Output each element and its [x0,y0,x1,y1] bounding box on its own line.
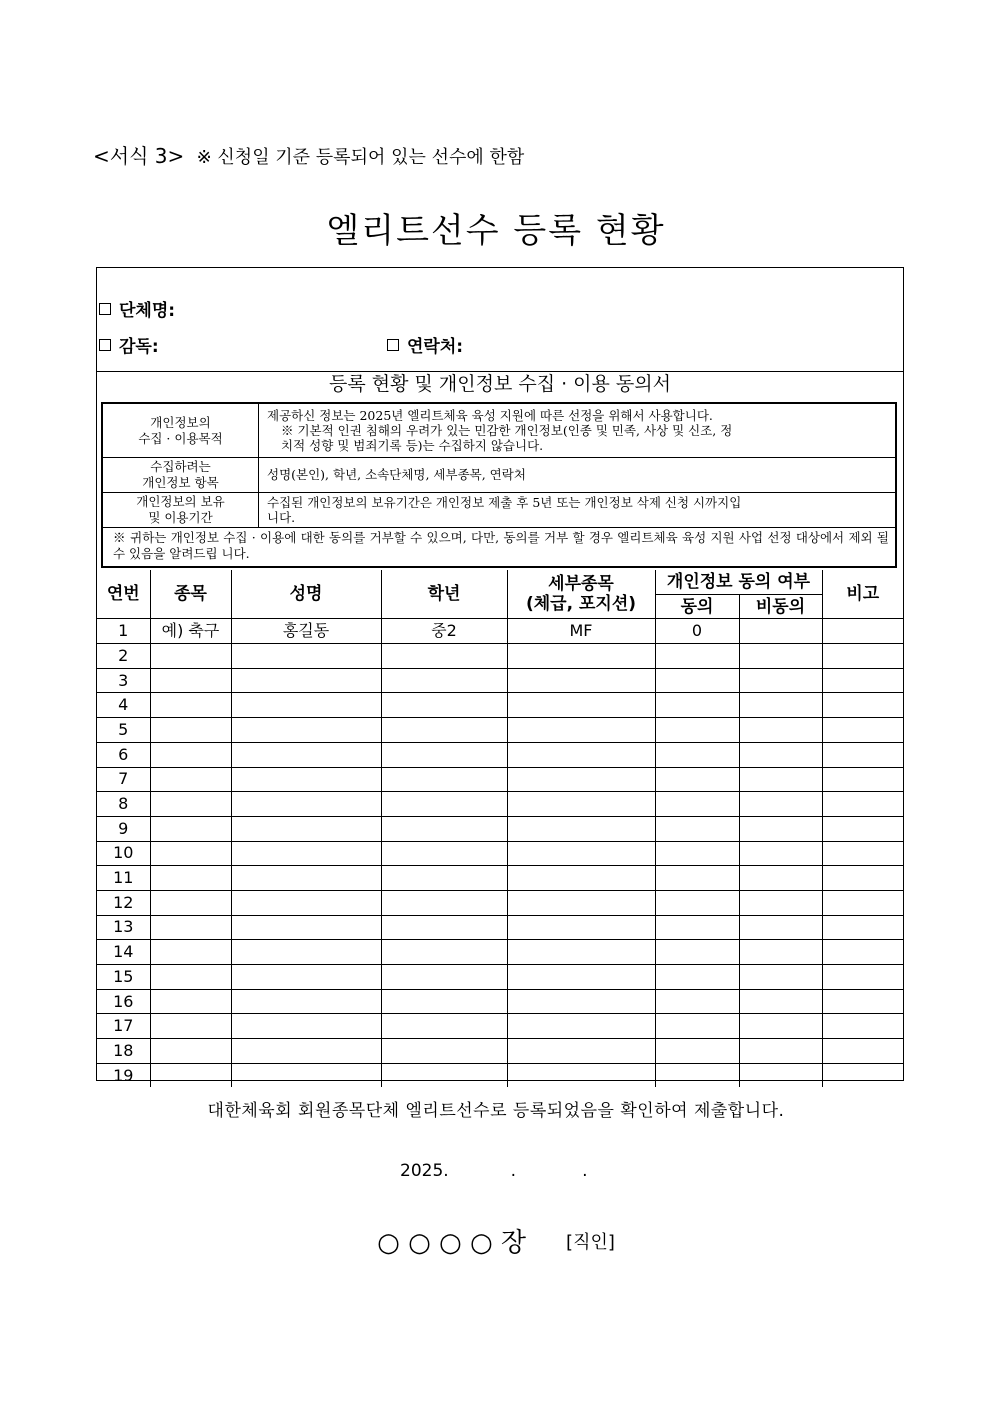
consent-row-period [103,492,895,528]
cell-grade[interactable] [381,767,507,792]
seal-label: [직인] [566,1232,615,1253]
cell-sport[interactable] [150,1014,231,1039]
header-event: 세부종목 (체급, 포지션) [507,570,655,619]
cell-event[interactable] [507,742,655,767]
cell-agree[interactable] [655,767,739,792]
cell-event[interactable] [507,841,655,866]
cell-agree[interactable] [655,644,739,669]
table-row [97,841,903,866]
cell-remarks[interactable] [822,693,903,718]
cell-remarks[interactable] [822,619,903,644]
cell-remarks[interactable] [822,965,903,990]
table-row [97,742,903,767]
info-section [97,268,903,372]
cell-remarks[interactable] [822,644,903,669]
cell-grade[interactable] [381,816,507,841]
table-row [97,890,903,915]
cell-agree[interactable] [655,1014,739,1039]
cell-event[interactable] [507,866,655,891]
cell-remarks[interactable] [822,841,903,866]
header-grade: 학년 [381,570,507,619]
cell-remarks[interactable] [822,816,903,841]
cell-sport[interactable] [150,816,231,841]
cell-sport[interactable] [150,841,231,866]
cell-remarks[interactable] [822,890,903,915]
cell-event[interactable] [507,1063,655,1087]
cell-grade[interactable] [381,1039,507,1064]
cell-no: 2 [97,644,150,669]
cell-event[interactable]: MF [507,619,655,644]
cell-disagree[interactable] [739,816,822,841]
cell-no: 15 [97,965,150,990]
header-agree: 동의 [655,594,739,619]
cell-no: 9 [97,816,150,841]
cell-sport[interactable] [150,965,231,990]
consent-title: 등록 현황 및 개인정보 수집 · 이용 동의서 [329,373,671,395]
consent-row-items [103,457,895,493]
cell-name[interactable] [231,1039,381,1064]
table-row [97,965,903,990]
cell-grade[interactable] [381,742,507,767]
cell-sport[interactable]: 예) 축구 [150,619,231,644]
cell-disagree[interactable] [739,767,822,792]
table-row [97,693,903,718]
cell-no: 11 [97,866,150,891]
header-remarks: 비고 [822,570,903,619]
cell-name[interactable] [231,718,381,743]
cell-name[interactable] [231,940,381,965]
cell-disagree[interactable] [739,693,822,718]
cell-remarks[interactable] [822,1039,903,1064]
consent-label: 개인정보의 수집 · 이용목적 [103,404,259,457]
cell-no: 3 [97,668,150,693]
signer-name: ○ ○ ○ ○ 장 [377,1228,527,1258]
cell-no: 4 [97,693,150,718]
header-name: 성명 [231,570,381,619]
cell-disagree[interactable] [739,1039,822,1064]
cell-name[interactable] [231,693,381,718]
consent-row-purpose [103,404,895,458]
table-row [97,915,903,940]
cell-remarks[interactable] [822,767,903,792]
cell-disagree[interactable] [739,742,822,767]
cell-disagree[interactable] [739,619,822,644]
cell-grade[interactable] [381,890,507,915]
cell-remarks[interactable] [822,1014,903,1039]
cell-agree[interactable] [655,866,739,891]
cell-name[interactable] [231,792,381,817]
cell-event[interactable] [507,693,655,718]
cell-name[interactable] [231,841,381,866]
cell-no: 8 [97,792,150,817]
cell-sport[interactable] [150,718,231,743]
cell-no: 13 [97,915,150,940]
header-sport: 종목 [150,570,231,619]
cell-agree[interactable]: 0 [655,619,739,644]
cell-no: 18 [97,1039,150,1064]
cell-sport[interactable] [150,866,231,891]
table-row [97,1039,903,1064]
table-row [97,1063,903,1087]
coach-field[interactable]: 감독: [99,332,159,357]
consent-note: ※ 귀하는 개인정보 수집 · 이용에 대한 동의를 거부할 수 있으며, 다만, 동의를 거부 할 경우 엘리트체육 육성 지원 사업 선정 대상에서 제외 될 수 있음을 알려드립 니다. [113,530,889,561]
cell-agree[interactable] [655,742,739,767]
cell-agree[interactable] [655,816,739,841]
table-row [97,792,903,817]
cell-agree[interactable] [655,1039,739,1064]
cell-disagree[interactable] [739,841,822,866]
table-header-row [97,570,903,594]
cell-no: 19 [97,1063,150,1087]
table-row [97,866,903,891]
consent-text: 성명(본인), 학년, 소속단체명, 세부종목, 연락처 [267,467,526,482]
cell-agree[interactable] [655,841,739,866]
cell-disagree[interactable] [739,866,822,891]
cell-name[interactable] [231,668,381,693]
cell-disagree[interactable] [739,1014,822,1039]
cell-name[interactable] [231,644,381,669]
group-name-field[interactable]: 단체명: [99,296,175,321]
table-row [97,619,903,644]
cell-event[interactable] [507,644,655,669]
cell-name[interactable] [231,742,381,767]
cell-agree[interactable] [655,940,739,965]
registration-table [97,570,903,1087]
cell-name[interactable] [231,1014,381,1039]
cell-event[interactable] [507,890,655,915]
cell-agree[interactable] [655,1063,739,1087]
cell-no: 5 [97,718,150,743]
cell-disagree[interactable] [739,940,822,965]
cell-grade[interactable] [381,1014,507,1039]
cell-name[interactable] [231,915,381,940]
cell-no: 12 [97,890,150,915]
cell-name[interactable] [231,816,381,841]
page-title: 엘리트선수 등록 현황 [326,211,666,251]
cell-event[interactable] [507,816,655,841]
cell-agree[interactable] [655,718,739,743]
form-number: <서식 3> [93,144,185,168]
cell-grade[interactable] [381,718,507,743]
cell-grade[interactable] [381,940,507,965]
confirmation-text: 대한체육회 회원종목단체 엘리트선수로 등록되었음을 확인하여 제출합니다. [207,1101,785,1121]
date-day-dot: . [582,1161,588,1181]
cell-remarks[interactable] [822,989,903,1014]
cell-no: 16 [97,989,150,1014]
cell-grade[interactable] [381,841,507,866]
table-row [97,989,903,1014]
cell-event[interactable] [507,792,655,817]
cell-event[interactable] [507,940,655,965]
cell-agree[interactable] [655,989,739,1014]
cell-sport[interactable] [150,742,231,767]
cell-no: 6 [97,742,150,767]
table-row [97,940,903,965]
table-row [97,816,903,841]
header-disagree: 비동의 [739,594,822,619]
cell-remarks[interactable] [822,915,903,940]
table-row [97,718,903,743]
cell-sport[interactable] [150,668,231,693]
cell-agree[interactable] [655,792,739,817]
cell-agree[interactable] [655,965,739,990]
header-no: 연번 [97,570,150,619]
consent-text: 제공하신 정보는 2025년 엘리트체육 육성 지원에 따른 선정을 위해서 사용합니다. ※ 기본적 인권 침해의 우려가 있는 민감한 개인정보(인종 및 민족, 사상 및 신조, 정 치적 성향 및 범죄기록 등)는 수집하지 않습니다. [267,408,733,453]
contact-field[interactable]: 연락처: [387,332,463,357]
cell-remarks[interactable] [822,718,903,743]
cell-name[interactable] [231,965,381,990]
cell-event[interactable] [507,1039,655,1064]
cell-event[interactable] [507,965,655,990]
cell-sport[interactable] [150,644,231,669]
cell-remarks[interactable] [822,1063,903,1087]
cell-grade[interactable] [381,644,507,669]
cell-no: 10 [97,841,150,866]
form-label [93,140,524,169]
cell-name[interactable] [231,1063,381,1087]
cell-disagree[interactable] [739,915,822,940]
cell-sport[interactable] [150,989,231,1014]
table-row [97,767,903,792]
consent-text: 수집된 개인정보의 보유기간은 개인정보 제출 후 5년 또는 개인정보 삭제 신청 시까지입 니다. [267,494,742,525]
cell-disagree[interactable] [739,644,822,669]
cell-name[interactable] [231,767,381,792]
consent-box [101,402,897,568]
cell-disagree[interactable] [739,792,822,817]
cell-agree[interactable] [655,668,739,693]
cell-remarks[interactable] [822,940,903,965]
cell-name[interactable] [231,989,381,1014]
cell-grade[interactable] [381,866,507,891]
cell-event[interactable] [507,1014,655,1039]
consent-label: 수집하려는 개인정보 항목 [103,457,259,492]
cell-event[interactable] [507,915,655,940]
cell-disagree[interactable] [739,1063,822,1087]
cell-event[interactable] [507,767,655,792]
checkbox-icon [99,303,111,315]
cell-no: 7 [97,767,150,792]
table-row [97,1014,903,1039]
cell-name[interactable] [231,866,381,891]
cell-no: 14 [97,940,150,965]
cell-agree[interactable] [655,693,739,718]
cell-remarks[interactable] [822,792,903,817]
cell-no: 1 [97,619,150,644]
signature-line [0,1222,992,1259]
cell-name[interactable] [231,890,381,915]
registration-form [96,267,904,1085]
cell-sport[interactable] [150,792,231,817]
cell-grade[interactable] [381,792,507,817]
table-row [97,644,903,669]
cell-event[interactable] [507,989,655,1014]
cell-grade[interactable]: 중2 [381,619,507,644]
cell-agree[interactable] [655,890,739,915]
checkbox-icon [99,339,111,351]
cell-name[interactable]: 홍길동 [231,619,381,644]
cell-grade[interactable] [381,989,507,1014]
cell-disagree[interactable] [739,890,822,915]
cell-sport[interactable] [150,940,231,965]
cell-agree[interactable] [655,915,739,940]
cell-sport[interactable] [150,890,231,915]
form-note: ※ 신청일 기준 등록되어 있는 선수에 한함 [196,147,525,168]
cell-disagree[interactable] [739,668,822,693]
cell-grade[interactable] [381,965,507,990]
cell-sport[interactable] [150,1063,231,1087]
cell-remarks[interactable] [822,742,903,767]
cell-event[interactable] [507,668,655,693]
cell-disagree[interactable] [739,965,822,990]
consent-label: 개인정보의 보유 및 이용기간 [103,492,259,527]
date-line [400,1161,587,1181]
cell-event[interactable] [507,718,655,743]
cell-sport[interactable] [150,693,231,718]
cell-sport[interactable] [150,767,231,792]
cell-sport[interactable] [150,1039,231,1064]
cell-remarks[interactable] [822,668,903,693]
cell-disagree[interactable] [739,718,822,743]
cell-grade[interactable] [381,693,507,718]
cell-grade[interactable] [381,1063,507,1087]
table-row [97,668,903,693]
cell-disagree[interactable] [739,989,822,1014]
date-month-dot: . [510,1161,517,1181]
checkbox-icon [387,339,399,351]
cell-grade[interactable] [381,668,507,693]
date-year: 2025. [400,1161,449,1181]
cell-sport[interactable] [150,915,231,940]
cell-grade[interactable] [381,915,507,940]
cell-remarks[interactable] [822,866,903,891]
header-consent: 개인정보 동의 여부 [655,570,822,594]
cell-no: 17 [97,1014,150,1039]
